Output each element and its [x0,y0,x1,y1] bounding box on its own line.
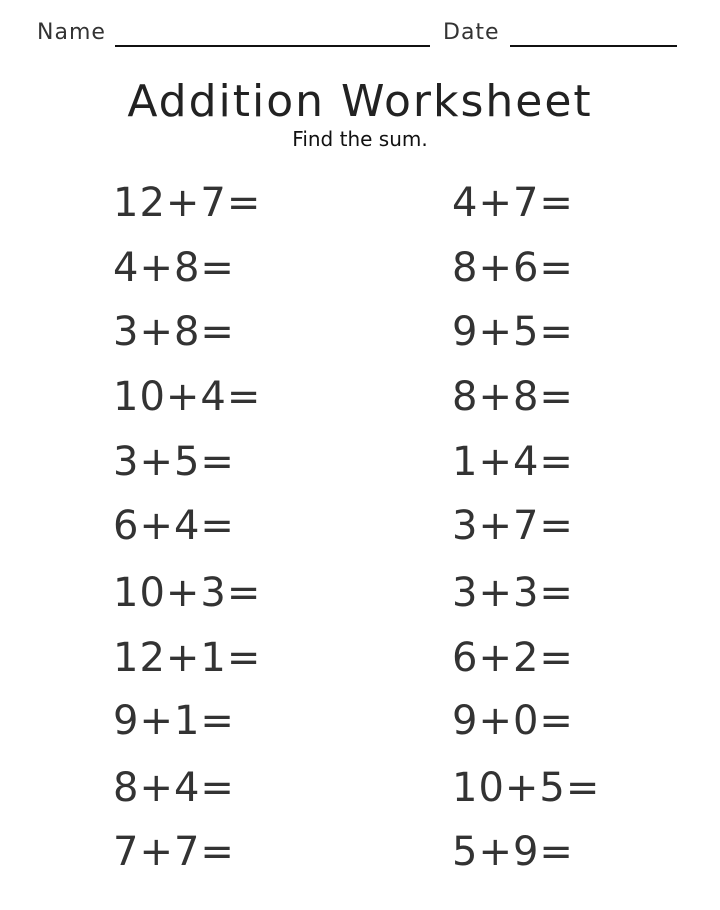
problem-left-9: 9+1= [113,698,235,744]
problem-left-7: 10+3= [113,570,262,616]
problem-right-9: 9+0= [452,698,574,744]
worksheet-title: Addition Worksheet [127,76,593,127]
instructions: Find the sum. [292,127,428,151]
problem-left-2: 4+8= [113,245,235,291]
date-label: Date [443,20,500,45]
name-field-line[interactable] [115,45,430,47]
problem-left-5: 3+5= [113,439,235,485]
problem-right-1: 4+7= [452,180,574,226]
problem-right-11: 5+9= [452,829,574,875]
problem-left-8: 12+1= [113,635,262,681]
problem-left-11: 7+7= [113,829,235,875]
date-field-line[interactable] [510,45,677,47]
problem-right-3: 9+5= [452,309,574,355]
problem-right-8: 6+2= [452,635,574,681]
problem-right-10: 10+5= [452,765,601,811]
problem-left-6: 6+4= [113,503,235,549]
problem-left-10: 8+4= [113,765,235,811]
problem-right-2: 8+6= [452,245,574,291]
problem-left-3: 3+8= [113,309,235,355]
problem-left-1: 12+7= [113,180,262,226]
problem-left-4: 10+4= [113,374,262,420]
problem-right-4: 8+8= [452,374,574,420]
problem-right-6: 3+7= [452,503,574,549]
name-label: Name [37,20,106,45]
problem-right-7: 3+3= [452,570,574,616]
problem-right-5: 1+4= [452,439,574,485]
